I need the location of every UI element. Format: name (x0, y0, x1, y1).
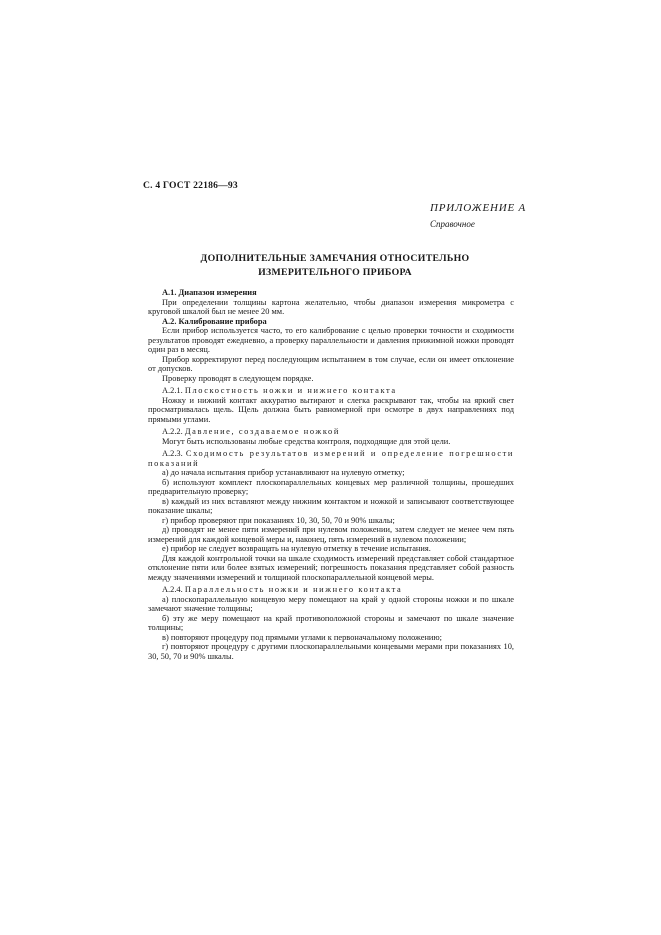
section-a23-heading (148, 449, 514, 468)
document-title-line-1: ДОПОЛНИТЕЛЬНЫЕ ЗАМЕЧАНИЯ ОТНОСИТЕЛЬНО (200, 253, 470, 264)
section-a21-title: Плоскостность ножки и нижнего контакта (184, 386, 397, 395)
section-a23-item-c: в) каждый из них вставляют между нижним контактом и ножкой и записывают соответствующее показание шкалы; (148, 496, 514, 515)
section-a24-item-d: г) повторяют процедуру с другими плоскопараллельными концевыми мерами при показаниях 10, 30, 50, 70 и 90% шкалы. (148, 642, 514, 661)
section-a2-paragraph-3: Проверку проводят в следующем порядке. (162, 373, 314, 383)
section-a24-item-b: б) эту же меру помещают на край противоположной стороны и замечают по шкале значение толщины; (148, 613, 514, 632)
section-a22-title: Давление, создаваемое ножкой (184, 427, 340, 436)
section-a22-heading (148, 427, 514, 437)
section-a23-number: А.2.3. (162, 449, 183, 458)
section-a23-item-d: г) прибор проверяют при показаниях 10, 30, 50, 70 и 90% шкалы; (162, 515, 395, 525)
section-a23-paragraph-end: Для каждой контрольной точки на шкале сходимость измерений представляет собой стандартное отклонение пяти или более взятых измерений; погрешность показания представляет собой разность между значениями измерений и толщиной плоскопараллельной концевой меры. (148, 553, 514, 582)
section-a22-number: А.2.2. (162, 427, 183, 436)
section-a1-heading: А.1. Диапазон измерения (162, 288, 257, 297)
section-a24-heading (148, 585, 514, 595)
section-a2-heading: А.2. Калибрование прибора (162, 316, 267, 326)
section-a21-number: А.2.1. (162, 386, 183, 395)
document-body (148, 288, 514, 661)
section-a23-title: Сходимость результатов измерений и определение погрешности показаний (148, 449, 514, 468)
section-a23-item-f: е) прибор не следует возвращать на нулевую отметку в течение испытания. (162, 544, 431, 553)
document-title (190, 252, 480, 280)
section-a24-title: Параллельность ножки и нижнего контакта (184, 585, 403, 594)
section-a24-number: А.2.4. (162, 585, 183, 594)
section-a23-item-b: б) используют комплект плоскопараллельных концевых мер различной толщины, прошедших предварительную проверку; (148, 477, 514, 496)
page-header: С. 4 ГОСТ 22186—93 (143, 180, 238, 191)
section-a23-item-e: д) проводят не менее пяти измерений при нулевом положении, затем следует не менее чем пять измерений для каждой концевой меры и, наконец, пять измерений в нулевом положении; (148, 525, 514, 544)
appendix-subtitle: Справочное (430, 219, 475, 229)
section-a21-paragraph: Ножку и нижний контакт аккуратно вытирают и слегка раскрывают так, чтобы на яркий свет просматривалась щель. Щель должна быть равномерной при осмотре в двух направлениях под прямыми углами. (148, 395, 514, 424)
section-a2-paragraph-2: Прибор корректируют перед последующим испытанием в том случае, если он имеет отклонение от допусков. (148, 354, 514, 373)
section-a2-paragraph-1: Если прибор используется часто, то его калибрование с целью проверки точности и сходимости результатов проводят ежедневно, а проверку параллельности и давления прижимной ножки проводят один раз в месяц. (148, 326, 514, 354)
appendix-title: ПРИЛОЖЕНИЕ А (430, 202, 527, 214)
section-a24-item-a: а) плоскопараллельную концевую меру помещают на край у одной стороны ножки и по шкале замечают значение толщины; (148, 594, 514, 613)
section-a1-paragraph: При определении толщины картона желательно, чтобы диапазон измерения микрометра с круговой шкалой был не менее 20 мм. (148, 297, 514, 316)
section-a24-item-c: в) повторяют процедуру под прямыми углами к первоначальному положению; (162, 632, 443, 642)
section-a22-paragraph: Могут быть использованы любые средства контроля, подходящие для этой цели. (162, 436, 451, 446)
section-a23-item-a: а) до начала испытания прибор устанавливают на нулевую отметку; (162, 468, 405, 477)
section-a21-heading (148, 386, 514, 396)
document-title-line-2: ИЗМЕРИТЕЛЬНОГО ПРИБОРА (258, 267, 412, 278)
